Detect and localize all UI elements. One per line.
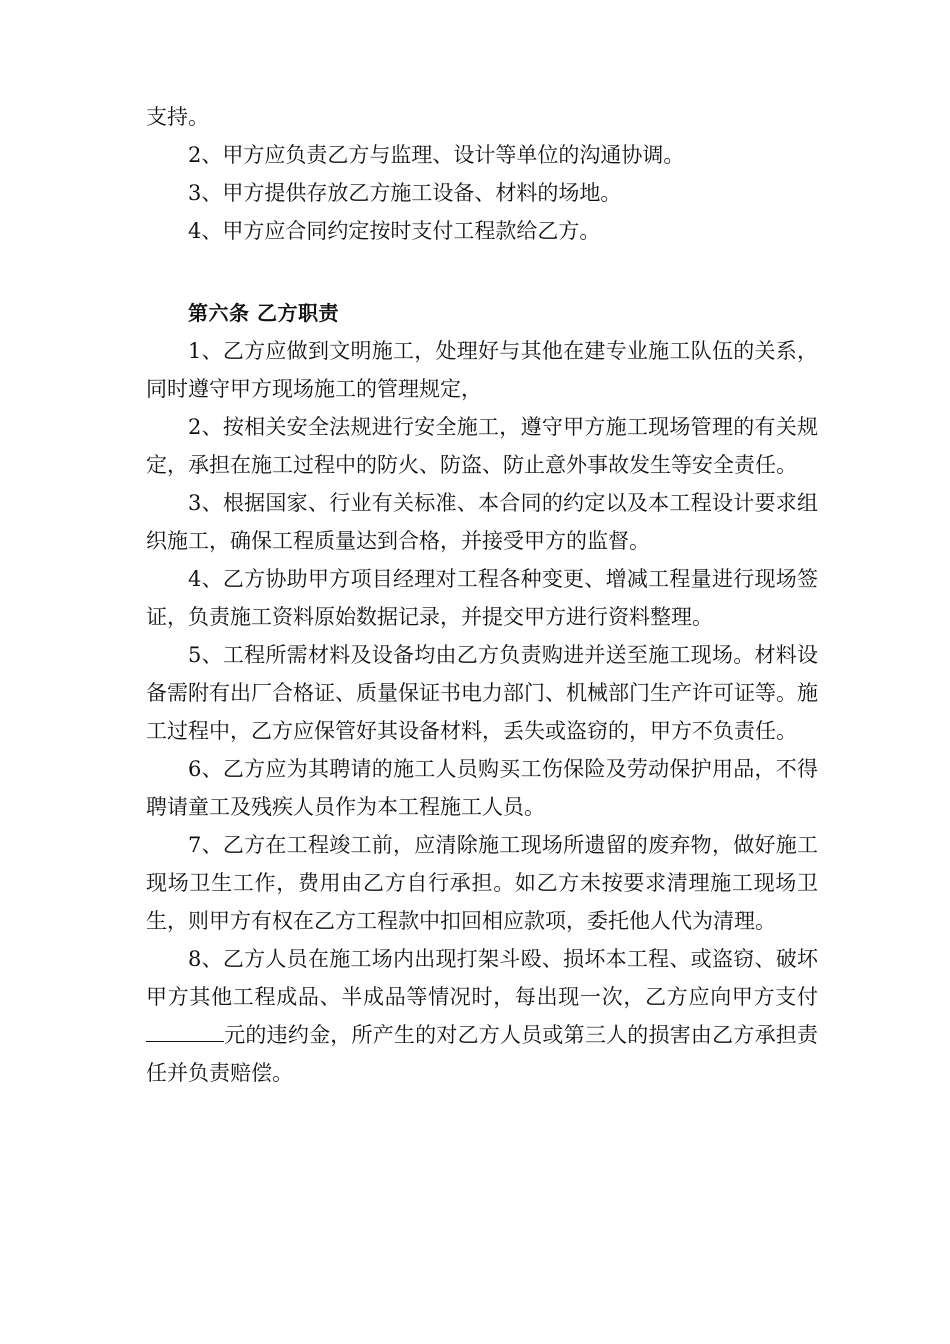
duty-item-7: 7、乙方在工程竣工前，应清除施工现场所遗留的废弃物，做好施工现场卫生工作，费用由乙方自行承担。如乙方未按要求清理施工现场卫生，则甲方有权在乙方工程款中扣回相应款项，委托他人代为清理。 <box>146 833 818 933</box>
duty-item-8-text-after: 元的违约金，所产生的对乙方人员或第三人的损害由乙方承担责任并负责赔偿。 <box>146 1023 818 1085</box>
section-heading: 第六条 乙方职责 <box>188 301 339 325</box>
duty-item-3: 3、根据国家、行业有关标准、本合同的约定以及本工程设计要求组织施工，确保工程质量达到合格，并接受甲方的监督。 <box>146 491 818 553</box>
clause-item-2: 2、甲方应负责乙方与监理、设计等单位的沟通协调。 <box>188 143 685 167</box>
clause-item-4: 4、甲方应合同约定按时支付工程款给乙方。 <box>188 219 601 243</box>
duty-item-1: 1、乙方应做到文明施工，处理好与其他在建专业施工队伍的关系，同时遵守甲方现场施工的管理规定， <box>146 339 818 401</box>
duty-item-8-text-before: 8、乙方人员在施工场内出现打架斗殴、损坏本工程、或盗窃、破坏甲方其他工程成品、半成品等情况时，每出现一次，乙方应向甲方支付 <box>146 947 818 1009</box>
duty-item-5: 5、工程所需材料及设备均由乙方负责购进并送至施工现场。材料设备需附有出厂合格证、质量保证书电力部门、机械部门生产许可证等。施工过程中，乙方应保管好其设备材料，丢失或盗窃的，甲方不负责任。 <box>146 643 818 743</box>
duty-item-8 <box>146 940 818 1092</box>
duty-item-6: 6、乙方应为其聘请的施工人员购买工伤保险及劳动保护用品，不得聘请童工及残疾人员作为本工程施工人员。 <box>146 757 818 819</box>
duty-item-4: 4、乙方协助甲方项目经理对工程各种变更、增减工程量进行现场签证，负责施工资料原始数据记录，并提交甲方进行资料整理。 <box>146 567 818 629</box>
document-page <box>146 98 818 1092</box>
penalty-amount-blank[interactable] <box>146 1019 224 1042</box>
section-spacer <box>146 250 818 294</box>
continued-paragraph: 支持。 <box>146 105 209 129</box>
clause-item-3: 3、甲方提供存放乙方施工设备、材料的场地。 <box>188 181 622 205</box>
duty-item-2: 2、按相关安全法规进行安全施工，遵守甲方施工现场管理的有关规定，承担在施工过程中的防火、防盗、防止意外事故发生等安全责任。 <box>146 415 818 477</box>
